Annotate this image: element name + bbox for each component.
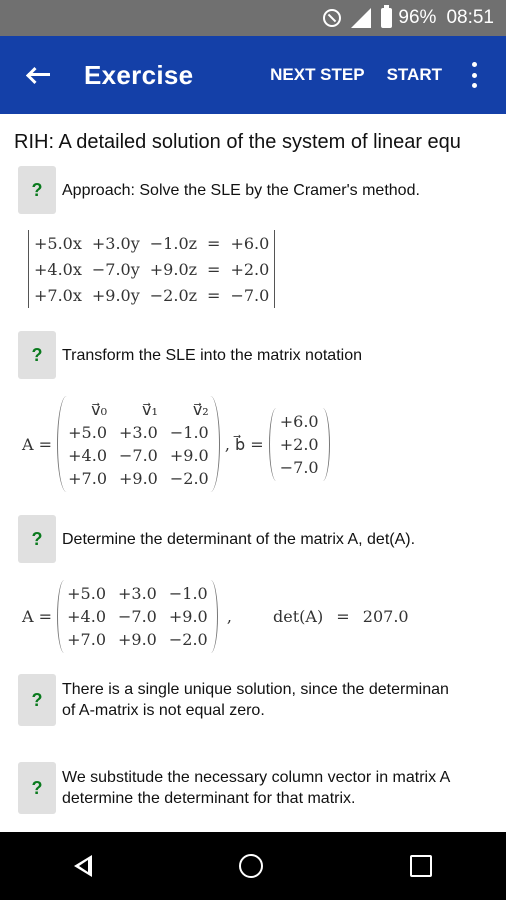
step-text: There is a single unique solution, since the determinan of A-matrix is not equal zero.	[62, 681, 449, 719]
matrix-a	[57, 580, 218, 653]
do-not-disturb-icon	[323, 9, 341, 27]
nav-back-icon[interactable]	[74, 855, 92, 877]
matrix-notation	[22, 396, 330, 492]
hint-button[interactable]: ?	[18, 166, 56, 214]
det-label: det(A)	[273, 607, 324, 626]
navigation-bar	[0, 832, 506, 900]
matrix-a-label: A =	[22, 607, 53, 626]
nav-recents-icon[interactable]	[410, 855, 432, 877]
hint-button[interactable]: ?	[18, 674, 56, 726]
vector-b: +6.0 +2.0 −7.0	[269, 408, 330, 481]
equation-row: +4.0x −7.0y +9.0z = +2.0	[34, 259, 270, 279]
step-text: We substitude the necessary column vector in matrix A determine the determinant for that matrix.	[62, 769, 451, 807]
matrix-row: +4.0 −7.0 +9.0	[68, 446, 209, 465]
step-unique-solution	[18, 674, 449, 726]
step-approach	[18, 166, 420, 214]
step-substitute	[18, 762, 450, 814]
battery-percentage: 96%	[398, 7, 437, 28]
matrix-row: +7.0 +9.0 −2.0	[68, 469, 209, 488]
signal-icon	[351, 8, 371, 28]
step-determinant	[18, 515, 415, 563]
solution-content[interactable]	[0, 114, 506, 832]
hint-button[interactable]: ?	[18, 762, 56, 814]
step-matrix-notation	[18, 331, 362, 379]
step-text: Transform the SLE into the matrix notation	[62, 346, 362, 364]
status-bar	[0, 0, 506, 36]
vector-b-label: , b⃗ =	[224, 434, 264, 454]
battery-icon	[381, 8, 392, 28]
equation-row: +7.0x +9.0y −2.0z = −7.0	[34, 285, 270, 305]
start-button[interactable]: START	[386, 65, 442, 84]
matrix-row: +5.0 +3.0 −1.0	[67, 584, 208, 603]
matrix-row: +7.0 +9.0 −2.0	[67, 630, 208, 649]
hint-button[interactable]: ?	[18, 515, 56, 563]
exercise-heading: RIH: A detailed solution of the system of linear equ	[14, 131, 461, 153]
det-equals: =	[336, 607, 350, 626]
step-text: Determine the determinant of the matrix A, det(A).	[62, 530, 416, 548]
step-text: Approach: Solve the SLE by the Cramer's method.	[62, 181, 420, 199]
screen-title: Exercise	[84, 59, 194, 90]
column-vector-headers: v⃗₀ v⃗₁ v⃗₂	[91, 400, 209, 419]
hint-button[interactable]: ?	[18, 331, 56, 379]
clock: 08:51	[446, 7, 494, 28]
app-bar	[0, 36, 506, 114]
determinant-expression	[22, 580, 409, 653]
separator: ,	[226, 607, 232, 626]
back-arrow-icon[interactable]	[26, 62, 52, 88]
matrix-a-label: A =	[22, 434, 53, 454]
det-value: 207.0	[362, 607, 409, 626]
nav-home-icon[interactable]	[239, 854, 263, 878]
next-step-button[interactable]: NEXT STEP	[270, 65, 365, 84]
equation-system	[28, 230, 275, 308]
equation-row: +5.0x +3.0y −1.0z = +6.0	[34, 233, 270, 253]
matrix-row: +5.0 +3.0 −1.0	[68, 423, 209, 442]
overflow-menu-icon[interactable]	[464, 62, 484, 88]
matrix-a	[57, 396, 220, 492]
matrix-row: +4.0 −7.0 +9.0	[67, 607, 208, 626]
